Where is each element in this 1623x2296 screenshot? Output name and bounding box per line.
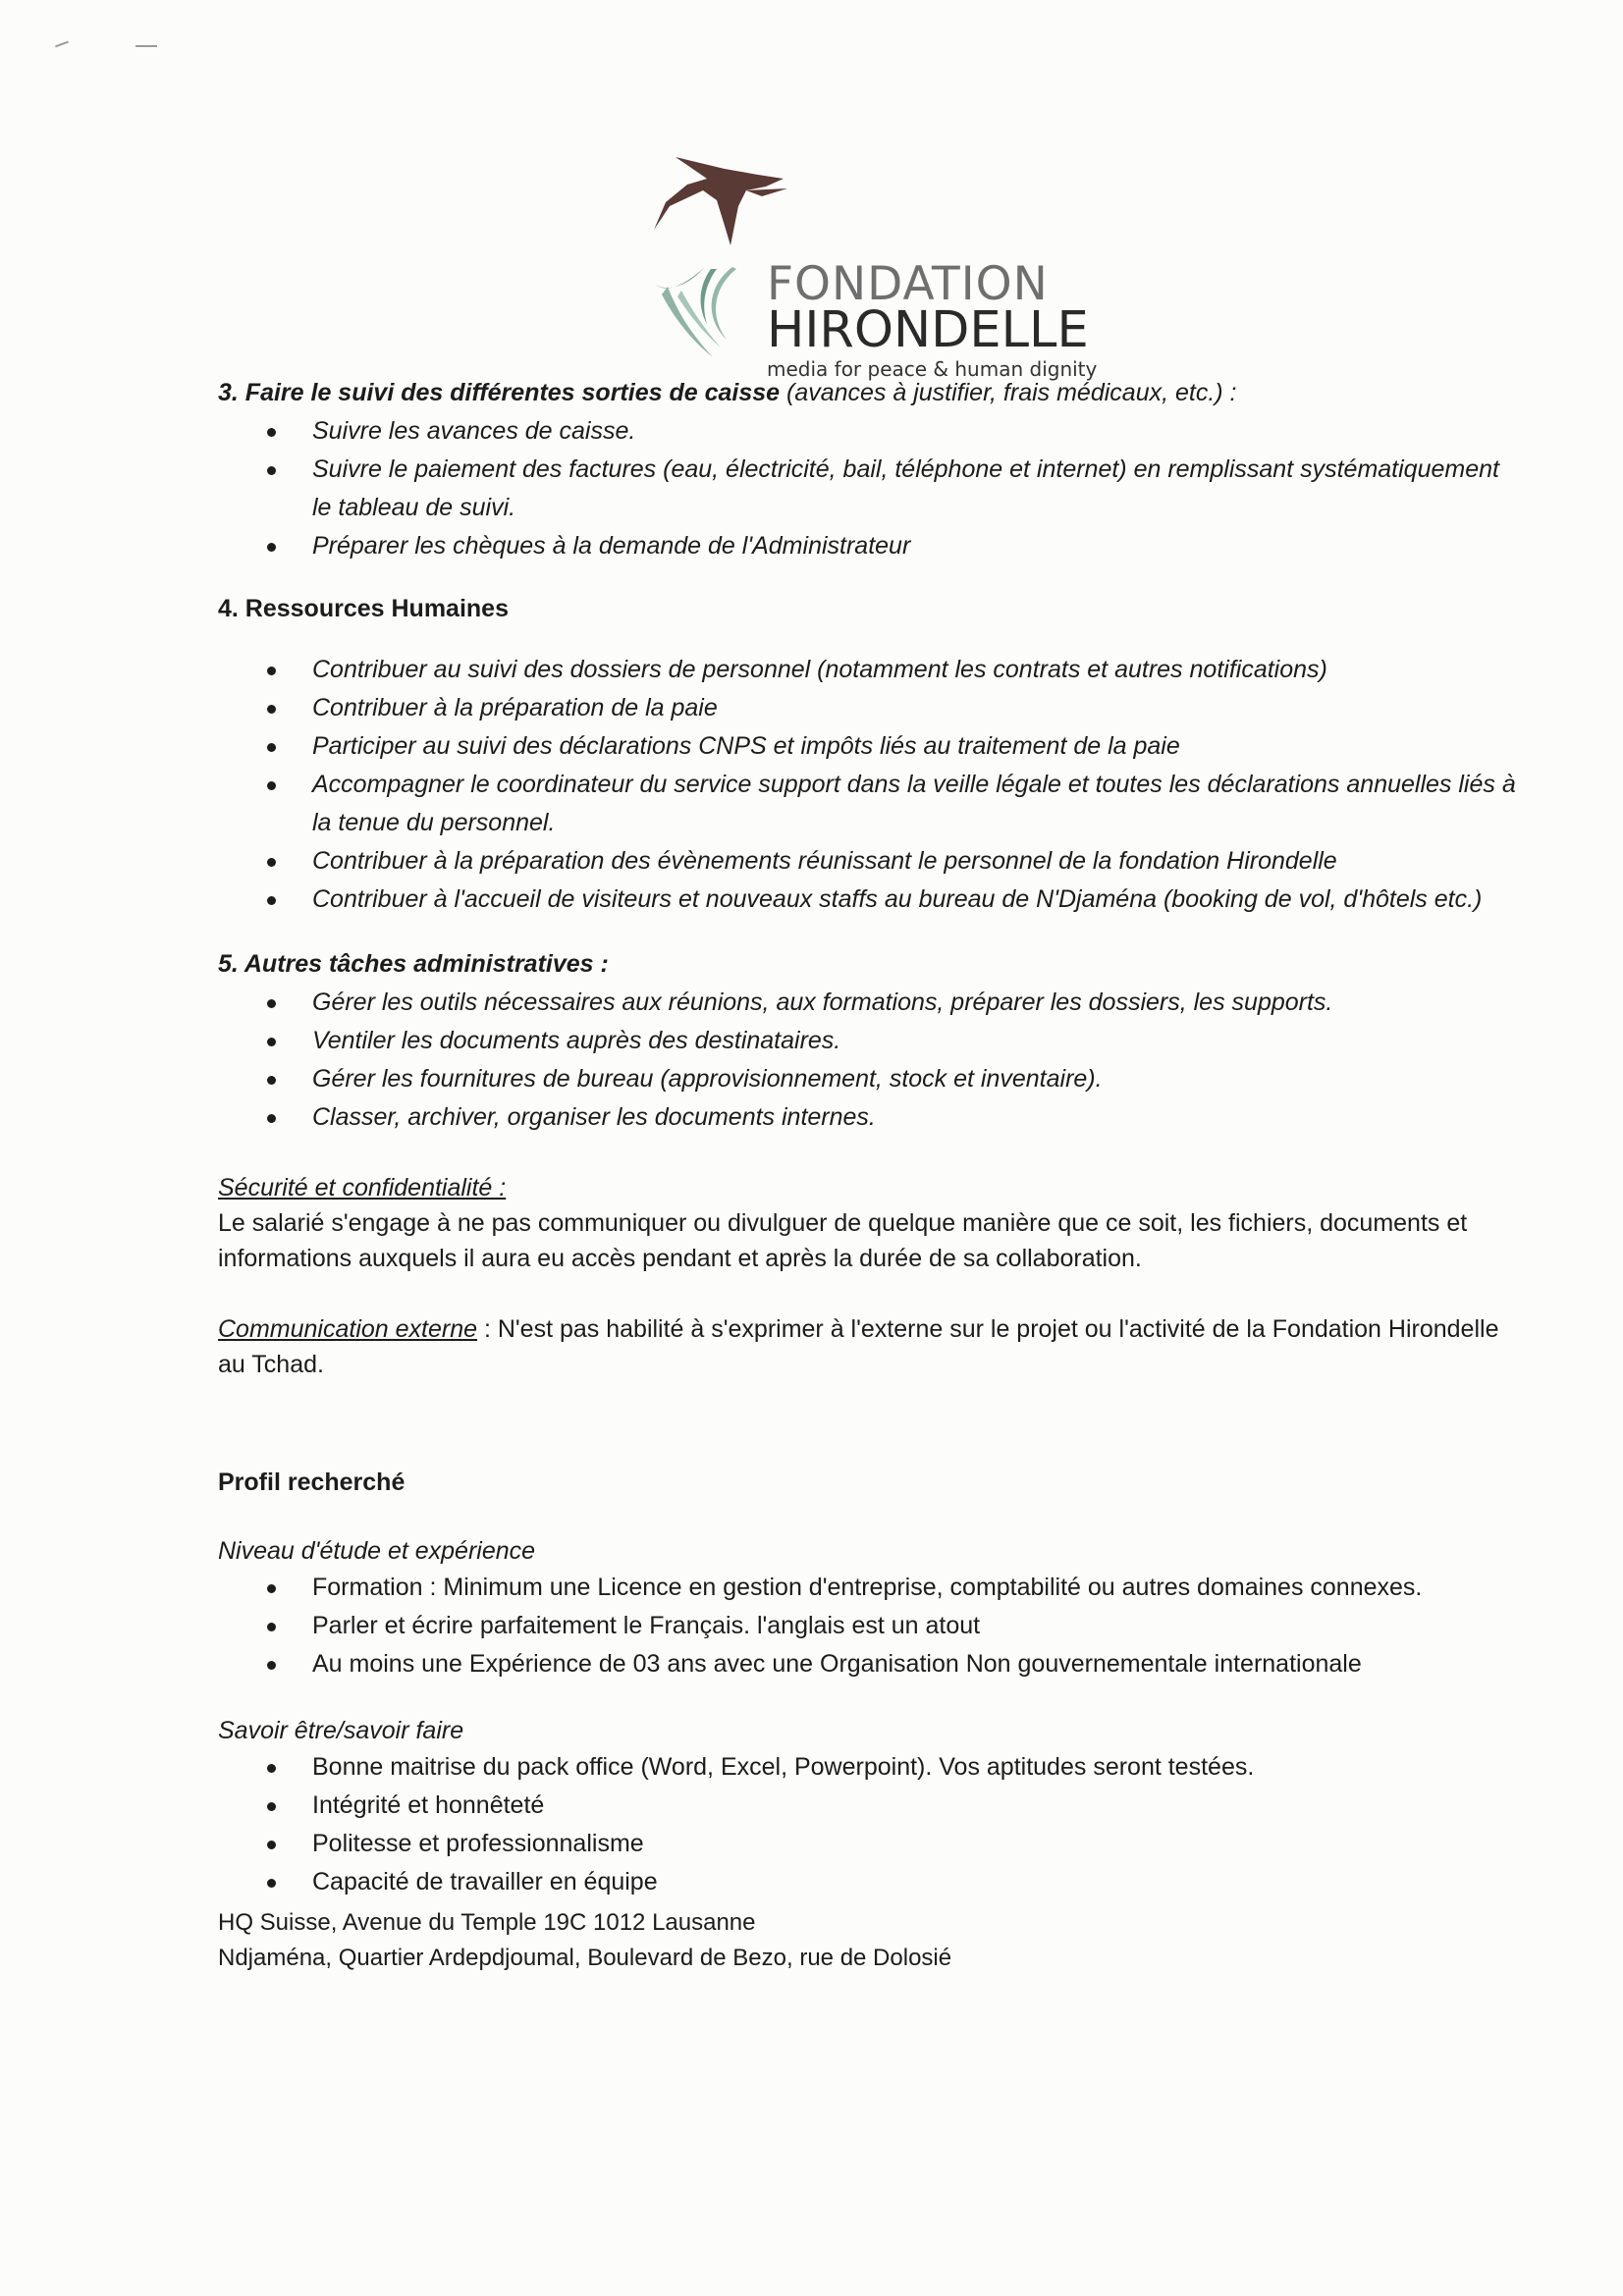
section3-title-bold: 3. Faire le suivi des différentes sorties de caisse: [218, 379, 781, 406]
list-item: [218, 1569, 1524, 1607]
bullet-icon: [267, 1661, 276, 1670]
list-item: [218, 1098, 1524, 1137]
list-item-text: Suivre le paiement des factures (eau, électricité, bail, téléphone et internet) en remplissant systématiquement le tableau de suivi.: [312, 455, 1499, 521]
securite-heading: Sécurité et confidentialité :: [218, 1174, 507, 1201]
bullet-icon: [267, 858, 276, 867]
bullet-icon: [267, 428, 276, 437]
list-item: [218, 1645, 1524, 1683]
list-item: [218, 1863, 1524, 1901]
bullet-icon: [267, 667, 276, 675]
list-item: [218, 451, 1524, 527]
section4-title: 4. Ressources Humaines: [218, 595, 509, 622]
list-item-text: Contribuer à la préparation de la paie: [312, 694, 718, 721]
section3-list: [218, 412, 1524, 565]
scan-mark: [135, 45, 157, 47]
communication-paragraph: [218, 1311, 1524, 1382]
address-line1: HQ Suisse, Avenue du Temple 19C 1012 Lausanne: [218, 1909, 756, 1936]
list-item: [218, 984, 1524, 1022]
bullet-icon: [267, 1584, 276, 1593]
list-item: [218, 1022, 1524, 1060]
bullet-icon: [267, 1841, 276, 1849]
communication-heading: Communication externe: [218, 1315, 478, 1343]
list-item-text: Participer au suivi des déclarations CNPS et impôts liés au traitement de la paie: [312, 732, 1180, 760]
bullet-icon: [267, 466, 276, 475]
list-item-text: Gérer les outils nécessaires aux réunions, aux formations, préparer les dossiers, les supports.: [312, 988, 1333, 1016]
list-item-text: Contribuer à la préparation des évènements réunissant le personnel de la fondation Hirondelle: [312, 847, 1337, 875]
profil-title: Profil recherché: [218, 1468, 406, 1496]
niveau-list: [218, 1569, 1524, 1683]
niveau-heading: Niveau d'étude et expérience: [218, 1537, 536, 1565]
bullet-icon: [267, 1038, 276, 1046]
list-item-text: Parler et écrire parfaitement le Français. l'anglais est un atout: [312, 1612, 981, 1639]
bullet-icon: [267, 1076, 276, 1085]
list-item: [218, 1748, 1524, 1787]
list-item-text: Au moins une Expérience de 03 ans avec une Organisation Non gouvernementale internationale: [312, 1650, 1362, 1678]
list-item-text: Contribuer à l'accueil de visiteurs et nouveaux staffs au bureau de N'Djaména (booking de vol, d'hôtels etc.): [312, 885, 1483, 913]
section3-title-rest: (avances à justifier, frais médicaux, etc.) :: [780, 379, 1237, 406]
list-item: [218, 842, 1524, 881]
bullet-icon: [267, 1879, 276, 1888]
list-item-text: Préparer les chèques à la demande de l'Administrateur: [312, 532, 911, 560]
bullet-icon: [267, 1764, 276, 1773]
list-item-text: Intégrité et honnêteté: [312, 1791, 545, 1819]
bullet-icon: [267, 705, 276, 714]
savoir-list: [218, 1748, 1524, 1901]
list-item: [218, 766, 1524, 842]
list-item: [218, 527, 1524, 565]
logo-name-line1: FONDATION: [767, 257, 1049, 311]
section4-list: [218, 651, 1524, 919]
list-item-text: Accompagner le coordinateur du service support dans la veille légale et toutes les déclarations annuelles liés à la tenue du personnel.: [312, 771, 1516, 836]
logo-name-line2: HIRONDELLE: [767, 301, 1089, 359]
list-item-text: Ventiler les documents auprès des destinataires.: [312, 1027, 841, 1054]
scan-mark: [55, 41, 69, 48]
communication-text: : N'est pas habilité à s'exprimer à l'externe sur le projet ou l'activité de la Fondation Hirondelle au Tchad.: [218, 1315, 1499, 1378]
list-item: [218, 727, 1524, 766]
list-item-text: Formation : Minimum une Licence en gestion d'entreprise, comptabilité ou autres domaines connexes.: [312, 1574, 1423, 1601]
list-item: [218, 1060, 1524, 1098]
list-item: [218, 689, 1524, 727]
bullet-icon: [267, 743, 276, 752]
document-body: [218, 373, 1524, 1976]
bullet-icon: [267, 781, 276, 790]
list-item: [218, 881, 1524, 919]
list-item: [218, 1607, 1524, 1645]
list-item: [218, 1825, 1524, 1863]
list-item-text: Classer, archiver, organiser les documents internes.: [312, 1103, 876, 1131]
logo-tagline: media for peace & human dignity: [767, 357, 1098, 381]
securite-text: Le salarié s'engage à ne pas communiquer ou divulguer de quelque manière que ce soit, les fichiers, documents et informations auxquels il aura eu accès pendant et après la durée de sa collaboration.: [218, 1209, 1468, 1272]
list-item-text: Contribuer au suivi des dossiers de personnel (notamment les contrats et autres notifications): [312, 656, 1327, 683]
savoir-heading: Savoir être/savoir faire: [218, 1717, 464, 1744]
bullet-icon: [267, 896, 276, 905]
section5-list: [218, 984, 1524, 1137]
fondation-hirondelle-logo: [648, 147, 1098, 381]
section5-title: 5. Autres tâches administratives :: [218, 950, 609, 978]
list-item: [218, 651, 1524, 689]
bullet-icon: [267, 1802, 276, 1811]
bullet-icon: [267, 543, 276, 552]
list-item: [218, 412, 1524, 451]
list-item-text: Gérer les fournitures de bureau (approvisionnement, stock et inventaire).: [312, 1065, 1103, 1093]
section3-title: [218, 373, 1524, 412]
bullet-icon: [267, 1114, 276, 1123]
list-item: [218, 1787, 1524, 1825]
list-item-text: Politesse et professionnalisme: [312, 1830, 644, 1857]
address-line2: Ndjaména, Quartier Ardepdjoumal, Boulevard de Bezo, rue de Dolosié: [218, 1945, 952, 1971]
list-item-text: Capacité de travailler en équipe: [312, 1868, 658, 1896]
bullet-icon: [267, 999, 276, 1008]
list-item-text: Suivre les avances de caisse.: [312, 417, 636, 445]
list-item-text: Bonne maitrise du pack office (Word, Excel, Powerpoint). Vos aptitudes seront testées.: [312, 1753, 1255, 1781]
bullet-icon: [267, 1623, 276, 1631]
